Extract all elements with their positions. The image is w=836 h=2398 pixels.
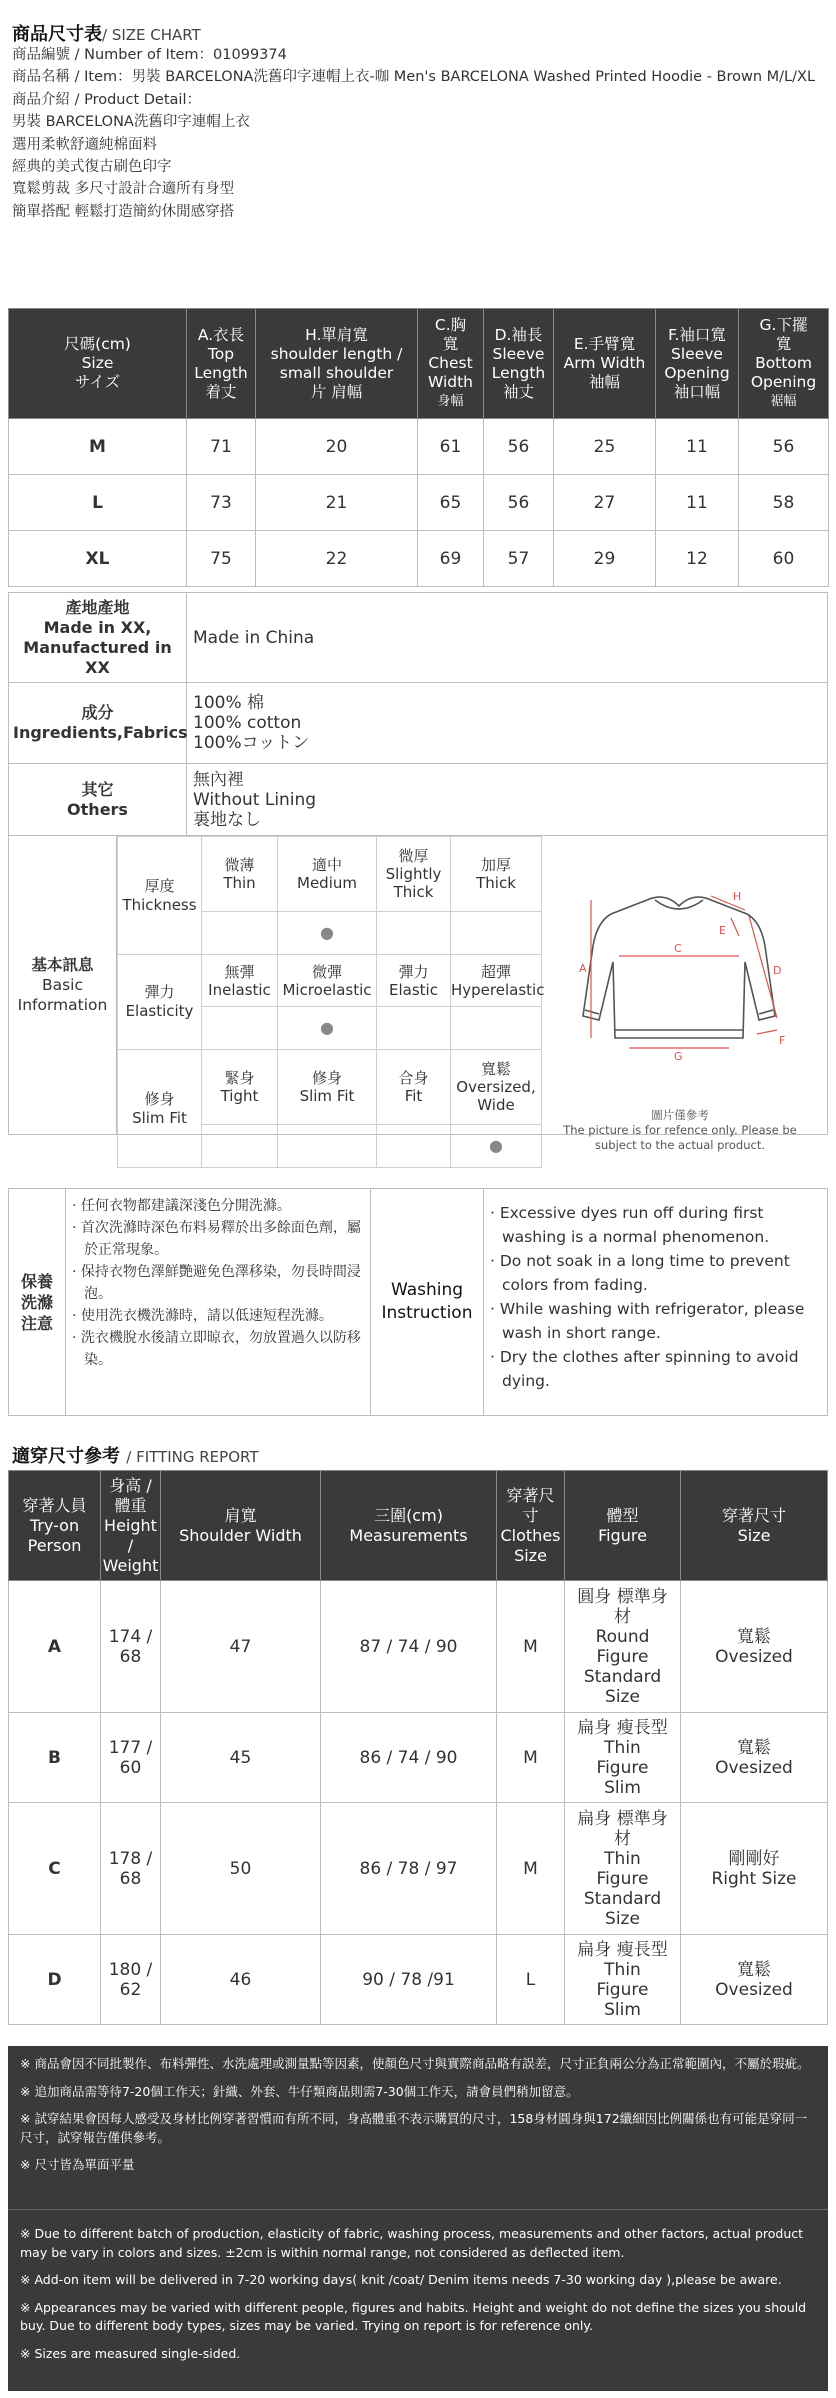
header-measurements: 三圍(cm) Measurements: [321, 1471, 497, 1581]
cell: 46: [161, 1935, 321, 2025]
cell: 61: [418, 419, 484, 475]
letter-g: G: [674, 1050, 683, 1063]
cell: 11: [656, 475, 739, 531]
notes-en-block: [20, 2216, 818, 2363]
washing-label: 保養 洗滌 注意: [9, 1189, 66, 1415]
option-cell: 微薄 Thin: [202, 837, 278, 912]
marker-cell: [278, 1007, 377, 1050]
size-chart-title-en: / SIZE CHART: [102, 26, 201, 44]
cell: 90 / 78 /91: [321, 1935, 497, 2025]
option-cell: 無彈 Inelastic: [202, 955, 278, 1007]
note-zh: ※ 尺寸皆為單面平量: [20, 2157, 135, 2172]
size-chart-title: [12, 20, 201, 46]
cell: 45: [161, 1713, 321, 1803]
marker-cell: [451, 912, 542, 955]
fabric-row: [9, 683, 828, 764]
cell: 22: [256, 531, 418, 587]
extra-info-table: [8, 592, 828, 836]
cell: 25: [554, 419, 656, 475]
letter-h: H: [733, 890, 742, 903]
option-cell: 彈力 Elastic: [377, 955, 451, 1007]
fabric-value: 100% 棉 100% cotton 100%コットン: [187, 683, 828, 764]
letter-d: D: [773, 964, 782, 977]
header-bottom-opening: G.下擺 寬 Bottom Opening 裾幅: [739, 309, 829, 419]
selected-marker: ●: [320, 923, 334, 942]
list-item: · 保持衣物色澤鮮艷避免色澤移染，勿長時間浸泡。: [70, 1261, 366, 1305]
cell: 86 / 74 / 90: [321, 1713, 497, 1803]
washing-section: [8, 1188, 828, 1416]
origin-label: 產地產地 Made in XX, Manufactured in XX: [9, 593, 187, 683]
cell: 11: [656, 419, 739, 475]
cell: 60: [739, 531, 829, 587]
info-line: 選用柔軟舒適純棉面料: [12, 136, 157, 153]
option-cell: 微彈 Microelastic: [278, 955, 377, 1007]
product-info: [12, 44, 827, 223]
cell: 50: [161, 1803, 321, 1935]
cell: L: [9, 475, 187, 531]
cell: 177 / 60: [101, 1713, 161, 1803]
header-person: 穿著人員 Try-on Person: [9, 1471, 101, 1581]
list-item: · 任何衣物都建議深淺色分開洗滌。: [70, 1195, 366, 1217]
cell: 寬鬆 Ovesized: [681, 1713, 828, 1803]
option-cell: 修身 Slim Fit: [278, 1050, 377, 1125]
option-cell: 適中 Medium: [278, 837, 377, 912]
others-value: 無內裡 Without Lining 裏地なし: [187, 764, 828, 836]
cell: 65: [418, 475, 484, 531]
washing-zh-list: [66, 1189, 371, 1415]
header-height-weight: 身高 / 體重 Height / Weight: [101, 1471, 161, 1581]
header-sleeve-length: D.袖長 Sleeve Length 袖丈: [484, 309, 554, 419]
cell: 178 / 68: [101, 1803, 161, 1935]
info-line: 商品名稱 / Item：男裝 BARCELONA洗舊印字連帽上衣-咖 Men's BARCELONA Washed Printed Hoodie - Brown M/L/XL: [12, 69, 816, 86]
header-sleeve-opening: F.袖口寬 Sleeve Opening 袖口幅: [656, 309, 739, 419]
info-line: 商品介紹 / Product Detail：: [12, 91, 201, 108]
header-figure: 體型 Figure: [565, 1471, 681, 1581]
letter-c: C: [674, 942, 682, 955]
cell: 47: [161, 1581, 321, 1713]
table-row: [9, 531, 829, 587]
cell: M: [497, 1581, 565, 1713]
header-fit-size: 穿著尺寸 Size: [681, 1471, 828, 1581]
cell: 56: [739, 419, 829, 475]
cell: 寬鬆 Ovesized: [681, 1581, 828, 1713]
header-size: 尺碼(cm) Size サイズ: [9, 309, 187, 419]
option-cell: 緊身 Tight: [202, 1050, 278, 1125]
letter-a: A: [579, 962, 587, 975]
header-shoulder: H.單肩寬 shoulder length / small shoulder 片 肩幅: [256, 309, 418, 419]
marker-cell: [451, 1007, 542, 1050]
info-line: 經典的美式復古刷色印字: [12, 159, 172, 176]
marker-cell: [278, 912, 377, 955]
option-cell: 超彈 Hyperelastic: [451, 955, 542, 1007]
note-zh: ※ 商品會因不同批製作、布料彈性、水洗處理或測量點等因素，使顏色尺寸與實際商品略有誤差，尺寸正負兩公分為正常範圍內，不屬於瑕疵。: [20, 2056, 810, 2071]
fitting-title-zh: 適穿尺寸參考: [12, 1446, 120, 1467]
cell: 圓身 標準身 材 Round Figure Standard Size: [565, 1581, 681, 1713]
marker-cell: [202, 1125, 278, 1168]
fitting-title-en: / FITTING REPORT: [126, 1448, 259, 1466]
others-label: 其它 Others: [9, 764, 187, 836]
cell: 20: [256, 419, 418, 475]
measure-lines: [591, 896, 777, 1048]
cell: A: [9, 1581, 101, 1713]
list-item: · Do not soak in a long time to prevent colors from fading.: [488, 1249, 823, 1297]
table-row: [9, 419, 829, 475]
info-line: 商品編號 / Number of Item：01099374: [12, 47, 287, 63]
cell: 73: [187, 475, 256, 531]
list-item: · 使用洗衣機洗滌時，請以低速短程洗滌。: [70, 1305, 366, 1327]
list-item: · 洗衣機脫水後請立即晾衣，勿放置過久以防移染。: [70, 1327, 366, 1371]
fitting-table-header: [9, 1471, 828, 1581]
header-top-length: A.衣長 Top Length 着丈: [187, 309, 256, 419]
marker-cell: [202, 1007, 278, 1050]
cell: 57: [484, 531, 554, 587]
elasticity-label: 彈力 Elasticity: [118, 955, 202, 1050]
cell: L: [497, 1935, 565, 2025]
info-line: 男裝 BARCELONA洗舊印字連帽上衣: [12, 114, 250, 131]
list-item: · Excessive dyes run off during first washing is a normal phenomenon.: [488, 1201, 823, 1249]
note-en: ※ Due to different batch of production, elasticity of fabric, washing process, measurements and other factors, actual product may be vary in colors and sizes. ±2cm is within normal range, not considered as deflected item.: [20, 2226, 804, 2260]
option-cell: 微厚 Slightly Thick: [377, 837, 451, 912]
marker-cell: [377, 1007, 451, 1050]
fit-label: 修身 Slim Fit: [118, 1050, 202, 1168]
cell: 扁身 瘦長型 Thin Figure Slim: [565, 1935, 681, 2025]
cell: M: [9, 419, 187, 475]
thickness-options-row: [118, 837, 542, 912]
marker-cell: [278, 1125, 377, 1168]
cell: 180 / 62: [101, 1935, 161, 2025]
fabric-label: 成分 Ingredients,Fabrics: [9, 683, 187, 764]
marker-cell: [451, 1125, 542, 1168]
table-row: [9, 1935, 828, 2025]
cell: C: [9, 1803, 101, 1935]
info-line: 簡單搭配 輕鬆打造簡約休閒感穿搭: [12, 203, 235, 220]
note-zh: ※ 試穿結果會因每人感受及身材比例穿著習慣而有所不同，身高體重不表示購買的尺寸，158身材圓身與172纖細因比例關係也有可能是穿同一尺寸，試穿報告僅供參考。: [20, 2111, 808, 2145]
table-row: [9, 475, 829, 531]
size-table-header: [9, 309, 829, 419]
selected-marker: ●: [320, 1018, 334, 1037]
fit-options-row: [118, 1050, 542, 1125]
cell: 86 / 78 / 97: [321, 1803, 497, 1935]
list-item: · Dry the clothes after spinning to avoid dying.: [488, 1345, 823, 1393]
header-chest: C.胸 寬 Chest Width 身幅: [418, 309, 484, 419]
notes-section: [8, 2046, 828, 2391]
basic-info-table: [117, 836, 545, 1168]
size-table: [8, 308, 829, 587]
diagram-caption: 圖片僅參考 The picture is for refence only. Please be subject to the actual product.: [563, 1108, 797, 1152]
notes-divider: [8, 2209, 828, 2210]
marker-cell: [377, 912, 451, 955]
info-line: 寬鬆剪裁 多尺寸設計合適所有身型: [12, 181, 235, 198]
washing-instruction-label: Washing Instruction: [371, 1189, 484, 1415]
option-cell: 寬鬆 Oversized, Wide: [451, 1050, 542, 1125]
cell: 56: [484, 475, 554, 531]
marker-cell: [377, 1125, 451, 1168]
others-row: [9, 764, 828, 836]
origin-value: Made in China: [187, 593, 828, 683]
cell: 12: [656, 531, 739, 587]
cell: 27: [554, 475, 656, 531]
cell: 剛剛好 Right Size: [681, 1803, 828, 1935]
cell: 29: [554, 531, 656, 587]
fitting-title: [12, 1442, 259, 1468]
cell: 69: [418, 531, 484, 587]
list-item: · While washing with refrigerator, please wash in short range.: [488, 1297, 823, 1345]
cell: 174 / 68: [101, 1581, 161, 1713]
header-shoulder-width: 肩寬 Shoulder Width: [161, 1471, 321, 1581]
cell: 71: [187, 419, 256, 475]
note-en: ※ Sizes are measured single-sided.: [20, 2345, 241, 2361]
fitting-table: [8, 1470, 828, 2025]
cell: M: [497, 1713, 565, 1803]
table-row: [9, 1803, 828, 1935]
header-arm-width: E.手臂寬 Arm Width 袖幅: [554, 309, 656, 419]
table-row: [9, 1581, 828, 1713]
washing-en-list: [484, 1189, 827, 1415]
header-clothes-size: 穿著尺 寸 Clothes Size: [497, 1471, 565, 1581]
cell: 扁身 瘦長型 Thin Figure Slim: [565, 1713, 681, 1803]
selected-marker: ●: [489, 1136, 503, 1155]
note-en: ※ Add-on item will be delivered in 7-20 working days( knit /coat/ Denim items needs 7-30 working day ),please be aware.: [20, 2272, 782, 2287]
cell: XL: [9, 531, 187, 587]
marker-cell: [202, 912, 278, 955]
option-cell: 加厚 Thick: [451, 837, 542, 912]
note-zh: ※ 追加商品需等待7-20個工作天；針織、外套、牛仔類商品則需7-30個工作天，請會員們稍加留意。: [20, 2083, 579, 2099]
letter-f: F: [779, 1034, 786, 1047]
cell: 87 / 74 / 90: [321, 1581, 497, 1713]
elasticity-options-row: [118, 955, 542, 1007]
cell: M: [497, 1803, 565, 1935]
origin-row: [9, 593, 828, 683]
option-cell: 合身 Fit: [377, 1050, 451, 1125]
cell: 扁身 標準身 材 Thin Figure Standard Size: [565, 1803, 681, 1935]
cell: 56: [484, 419, 554, 475]
cell: 21: [256, 475, 418, 531]
letter-e: E: [719, 924, 726, 937]
cell: 寬鬆 Ovesized: [681, 1935, 828, 2025]
cell: B: [9, 1713, 101, 1803]
sweater-outline: [583, 897, 775, 1038]
thickness-label: 厚度 Thickness: [118, 837, 202, 955]
cell: D: [9, 1935, 101, 2025]
list-item: · 首次洗滌時深色布料易釋於出多餘面色劑，屬於正常現象。: [70, 1217, 366, 1261]
garment-diagram: [569, 866, 809, 1066]
note-en: ※ Appearances may be varied with different people, figures and habits. Height and weight do not define the sizes you should buy. Due to different body types, sizes may be varied. Trying on report is for reference only.: [20, 2299, 807, 2333]
cell: 58: [739, 475, 829, 531]
cell: 75: [187, 531, 256, 587]
basic-info-section: [8, 835, 828, 1155]
size-chart-title-zh: 商品尺寸表: [12, 24, 102, 45]
table-row: [9, 1713, 828, 1803]
basic-info-label: 基本訊息 Basic Information: [9, 836, 117, 1134]
